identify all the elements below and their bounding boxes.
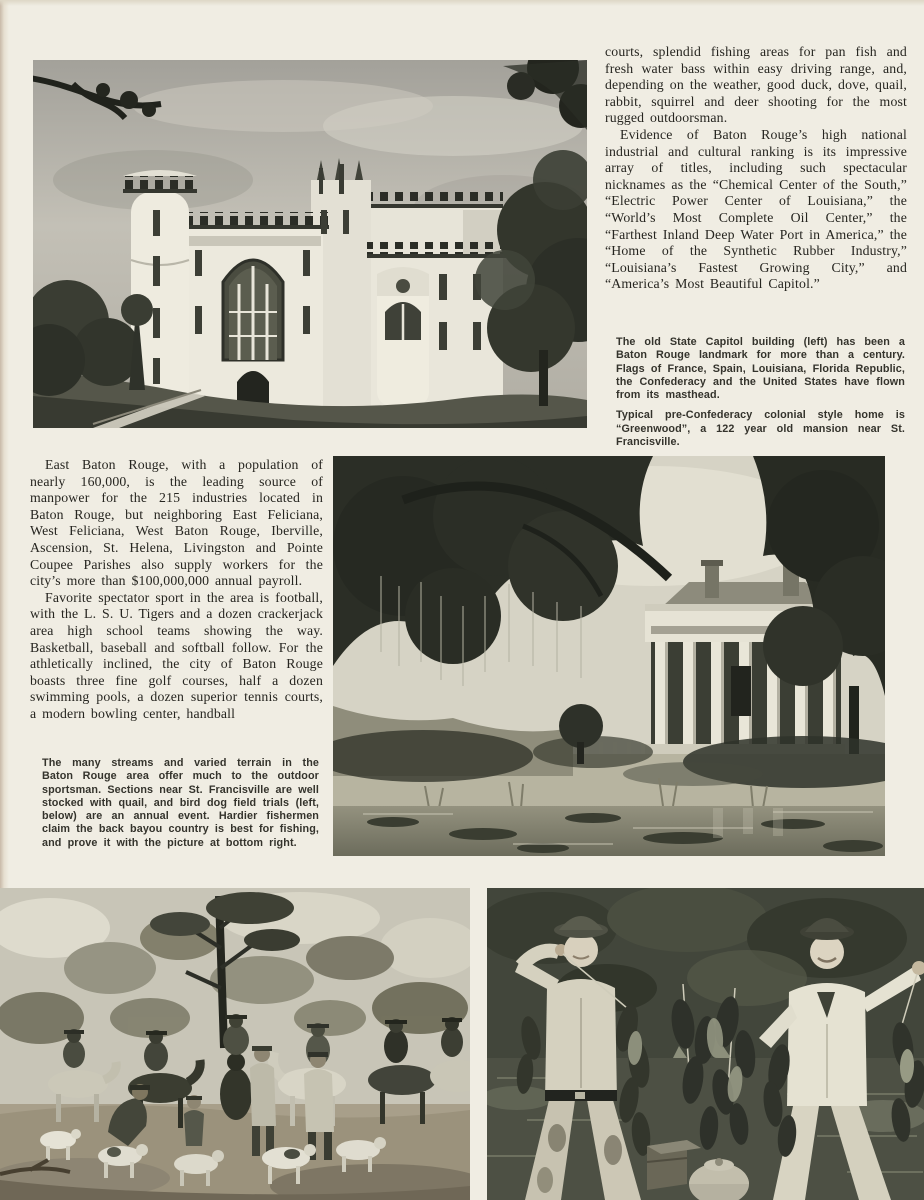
sportsman-caption: The many streams and varied terrain in the Baton Rouge area offer much to the outdoor sportsman. Sections near St. Francisville are well stocked with quail, and bird dog field trials (left, below) are an annual event. Hardier fishermen claim the back bayou country is best for fishing, and prove it with the picture at bottom right. <box>42 757 319 849</box>
right-column-paragraph-1: courts, splendid fishing areas for pan fish and fresh water bass within easy driving range, and, depending on the weather, good duck, dove, quail, rabbit, squirrel and deer shooting for the most rugged outdoorsman. <box>605 44 907 126</box>
hunt-photo-art <box>0 888 470 1200</box>
capitol-caption: The old State Capitol building (left) has been a Baton Rouge landmark for more than a century. Flags of France, Spain, Louisiana, Florida Republic, the Confederacy and the United States have flown from its masthead. <box>616 336 905 402</box>
greenwood-caption: Typical pre-Confederacy colonial style home is “Greenwood”, a 122 year old mansion near St. Francisville. <box>616 409 905 449</box>
right-captions <box>616 336 905 449</box>
fish-photo-art <box>487 888 924 1200</box>
left-column-paragraph-1: East Baton Rouge, with a population of nearly 160,000, is the leading source of manpower for the 215 industries located in Baton Rouge, but neighboring East Feliciana, West Feliciana, West Baton Rouge, Iberville, Ascension, St. Helena, Livingston and Pointe Coupee Parishes also supply workers for the city’s more than $100,000,000 annual payroll. <box>30 457 323 589</box>
right-text-column <box>605 44 907 293</box>
capitol-photo <box>33 60 587 428</box>
capitol-photo-art <box>33 60 587 428</box>
fish-photo <box>487 888 924 1200</box>
right-column-paragraph-2: Evidence of Baton Rouge’s high national industrial and cultural ranking is its impressive array of titles, including such spectacular nicknames as the “Chemical Center of the South,” “Electric Power Center of Louisiana,” the “World’s Most Complete Oil Center,” the “Farthest Inland Deep Water Port in America,” the “Home of the Synthetic Rubber Industry,” “Louisiana’s Fastest Growing City,” and “America’s Most Beautiful Capitol.” <box>605 126 907 292</box>
mansion-photo <box>333 456 885 856</box>
page-scan-edge-top <box>0 0 924 6</box>
mansion-photo-art <box>333 456 885 856</box>
left-caption <box>42 757 319 850</box>
hunt-photo <box>0 888 470 1200</box>
left-text-column <box>30 457 323 723</box>
left-column-paragraph-2: Favorite spectator sport in the area is football, with the L. S. U. Tigers and a dozen crackerjack area high school teams showing the way. Basketball, baseball and softball follow. For the athletically inclined, the city of Baton Rouge boasts three fine golf courses, half a dozen swimming pools, a dozen superior tennis courts, a modern bowling center, handball <box>30 589 323 721</box>
